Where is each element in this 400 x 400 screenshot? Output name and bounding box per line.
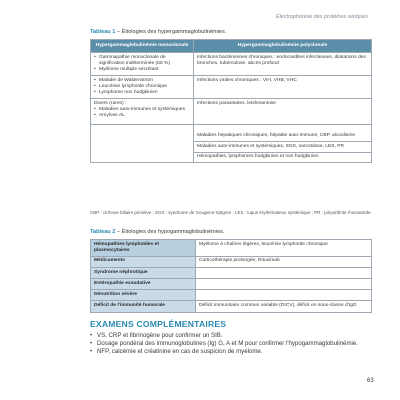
table2-caption-text: – Étiologies des hypogammaglobulinémies. [115, 229, 225, 235]
table-cell: Maladies hépatiques chroniques, hépatite auto-immune, CBP, alcoolisme [194, 125, 372, 142]
running-head: Électrophorèse des protéines sériques [276, 14, 368, 20]
table1-header-polyclonale: Hypergammaglobulinémie polyclonale [194, 40, 372, 53]
examens-list [90, 332, 372, 356]
table-cell [91, 99, 194, 125]
table-cell: Maladies auto-immunes et systémiques, SGS, sarcoïdose, LES, PR [194, 142, 372, 152]
table2-key: Syndrome néphrotique [91, 267, 196, 278]
table-row [91, 301, 372, 312]
list-item: • Maladies auto-immunes et systémiques [94, 107, 190, 113]
section-title: EXAMENS COMPLÉMENTAIRES [90, 319, 227, 329]
table-row [91, 279, 372, 290]
table2-value: Corticothérapie prolongée, Rituximab [196, 256, 372, 267]
table2-caption-label: Tableau 2 [90, 229, 116, 235]
list-item: • Dosage pondéral des immunoglobulines (Ig) G, A et M pour confirmer l'hypogammaglobulinémie. [90, 340, 372, 348]
table-row [91, 256, 372, 267]
list-item: • Gammapathie monoclonale de signification indéterminée (60 %) [94, 55, 190, 68]
table-cell-empty [91, 125, 194, 163]
page-number: 63 [367, 378, 374, 384]
table2-key: Entéropathie exsudative [91, 279, 196, 290]
table-row [91, 53, 372, 76]
table2-key: Dénutrition sévère [91, 290, 196, 301]
table2-value [196, 290, 372, 301]
list-item: • Maladie de Waldenström [94, 78, 190, 84]
table-cell: Hémopathies, lymphomes hodgkinien et non hodgkinien [194, 152, 372, 162]
list-item: • Lymphome non hodgkinien [94, 90, 190, 96]
cell-text: Divers (rares) : [94, 100, 127, 106]
table-cell [91, 53, 194, 76]
table1-header-monoclonale: Hypergammaglobulinémie monoclonale [91, 40, 194, 53]
table-row [91, 99, 372, 125]
table2-key: Hémopathies lymphoïdes et plasmocytaires [91, 240, 196, 257]
table-row [91, 76, 372, 99]
list-item: • Amylose AL [94, 113, 190, 119]
table-cell [91, 76, 194, 99]
table1-caption-label: Tableau 1 [90, 29, 116, 35]
list-item: • NFP, calcémie et créatinine en cas de suspicion de myélome. [90, 348, 372, 356]
table1-header-row [91, 40, 372, 53]
table-hypergammaglobulinemies [90, 39, 372, 163]
table2-value [196, 267, 372, 278]
table-row [91, 290, 372, 301]
table-cell: Infections bactériennes chroniques : endocardites infectieuses, dilatations des bronches, tuberculose, abcès profond [194, 53, 372, 76]
table-cell: Infections virales chroniques : VIH, VHB, VHC [194, 76, 372, 99]
table2-key: Déficit de l'immunité humorale [91, 301, 196, 312]
table1-caption-text: – Étiologies des hypergammaglobulinémies. [115, 29, 227, 35]
table-cell: Infections parasitaires, leishmaniose [194, 99, 372, 125]
table-row [91, 125, 372, 142]
table2-value [196, 279, 372, 290]
table-hypogammaglobulinemies [90, 239, 372, 313]
table-row [91, 267, 372, 278]
table2-value: Déficit immunitaire commun variable (DICV), déficit en sous-classe d'IgG [196, 301, 372, 312]
table2-key: Médicaments [91, 256, 196, 267]
list-item: • Myélome multiple sécrétant [94, 67, 190, 73]
list-item: • Leucémie lymphoïde chronique [94, 84, 190, 90]
table1-caption [90, 29, 226, 35]
table2-value: Myélome à chaînes légères, leucémie lymphoïde chronique [196, 240, 372, 257]
table-row [91, 240, 372, 257]
table2-caption [90, 229, 225, 235]
list-item: • VS, CRP et fibrinogène pour confirmer un SIB. [90, 332, 372, 340]
table1-footnote: CBP : cirrhose biliaire primitive ; SGS : syndrome de Gougerot-Sjögren ; LES : lupus érythémateux systémique ; PR : polyarthrite rhumatoïde. [90, 210, 372, 215]
